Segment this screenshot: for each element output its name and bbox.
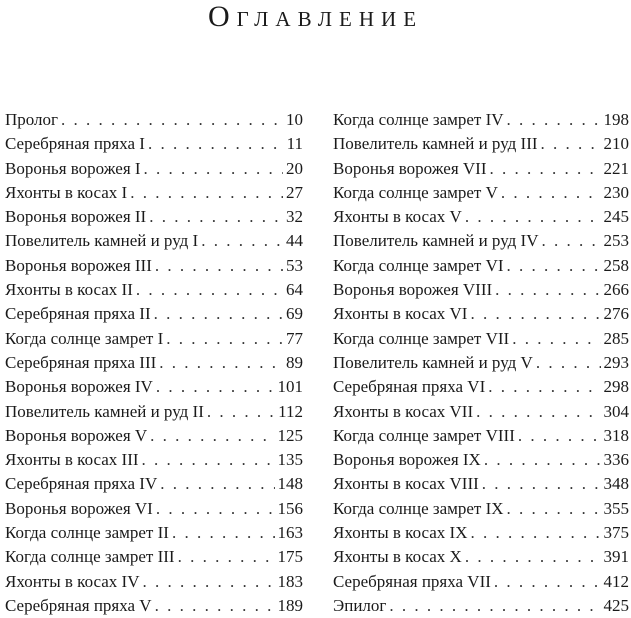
toc-entry-page-number: 183 <box>277 571 303 591</box>
toc-entry-title: Серебряная пряха VI <box>333 377 486 397</box>
dot-leader <box>488 375 600 399</box>
dot-leader <box>155 254 283 278</box>
dot-leader <box>501 181 601 205</box>
page-title: Оглавление <box>207 0 424 33</box>
toc-entry[interactable] <box>333 521 629 545</box>
toc-entry[interactable] <box>333 351 629 375</box>
toc-entry[interactable] <box>5 594 303 618</box>
toc-entry-title: Серебряная пряха II <box>5 304 151 324</box>
toc-entry[interactable] <box>5 302 303 326</box>
toc-entry-page-number: 276 <box>603 304 629 324</box>
toc-entry-page-number: 89 <box>286 352 303 372</box>
dot-leader <box>541 229 600 253</box>
toc-entry[interactable] <box>5 132 303 156</box>
toc-entry-title: Яхонты в косах I <box>5 182 128 202</box>
toc-entry-title: Яхонты в косах VII <box>333 401 474 421</box>
toc-entry-page-number: 245 <box>603 207 629 227</box>
toc-entry[interactable] <box>333 400 629 424</box>
toc-entry-title: Когда солнце замрет II <box>5 523 169 543</box>
toc-entry-page-number: 221 <box>603 158 629 178</box>
toc-entry-title: Когда солнце замрет IX <box>333 498 504 518</box>
dot-leader <box>156 375 275 399</box>
dot-leader <box>150 424 274 448</box>
dot-leader <box>518 424 601 448</box>
toc-entry-page-number: 148 <box>277 474 303 494</box>
dot-leader <box>207 400 275 424</box>
toc-entry-page-number: 375 <box>603 523 629 543</box>
toc-entry-title: Яхонты в косах III <box>5 450 139 470</box>
dot-leader <box>155 594 275 618</box>
dot-leader <box>512 327 600 351</box>
toc-entry-page-number: 318 <box>603 425 629 445</box>
toc-entry-page-number: 175 <box>277 547 303 567</box>
toc-entry[interactable] <box>5 327 303 351</box>
toc-entry-title: Повелитель камней и руд I <box>5 231 199 251</box>
toc-entry-title: Воронья ворожея VI <box>5 498 153 518</box>
toc-entry[interactable] <box>5 351 303 375</box>
toc-entry-page-number: 298 <box>603 377 629 397</box>
toc-entry-page-number: 253 <box>603 231 629 251</box>
toc-entry[interactable] <box>5 448 303 472</box>
toc-entry-page-number: 210 <box>603 134 629 154</box>
toc-entry-title: Яхонты в косах IV <box>5 571 140 591</box>
toc-entry-page-number: 20 <box>286 158 303 178</box>
toc-entry[interactable] <box>333 254 629 278</box>
dot-leader <box>148 132 284 156</box>
toc-entry-page-number: 230 <box>603 182 629 202</box>
toc-entry-title: Серебряная пряха IV <box>5 474 158 494</box>
dot-leader <box>465 545 601 569</box>
toc-entry-title: Когда солнце замрет VII <box>333 328 510 348</box>
toc-entry-title: Серебряная пряха I <box>5 134 145 154</box>
toc-entry-page-number: 336 <box>603 450 629 470</box>
toc-entry[interactable] <box>333 181 629 205</box>
toc-entry-page-number: 198 <box>603 110 629 129</box>
dot-leader <box>201 229 283 253</box>
toc-entry-title: Яхонты в косах VIII <box>333 474 479 494</box>
toc-entry-title: Воронья ворожея VII <box>333 158 487 178</box>
dot-leader <box>494 570 601 594</box>
toc-entry[interactable] <box>5 545 303 569</box>
dot-leader <box>130 181 283 205</box>
dot-leader <box>156 497 275 521</box>
toc-entry-page-number: 293 <box>603 352 629 372</box>
toc-entry-page-number: 112 <box>278 401 303 421</box>
toc-entry[interactable] <box>333 157 629 181</box>
toc-entry[interactable] <box>333 132 629 156</box>
toc-entry-title: Когда солнце замрет VI <box>333 255 504 275</box>
toc-entry[interactable] <box>333 497 629 521</box>
toc-entry-title: Повелитель камней и руд II <box>5 401 204 421</box>
toc-entry[interactable] <box>5 424 303 448</box>
toc-entry-title: Воронья ворожея IV <box>5 377 153 397</box>
dot-leader <box>160 472 274 496</box>
dot-leader <box>470 302 600 326</box>
dot-leader <box>61 108 283 132</box>
toc-entry-title: Воронья ворожея IX <box>333 450 481 470</box>
toc-entry-title: Воронья ворожея VIII <box>333 280 493 300</box>
toc-entry[interactable] <box>333 375 629 399</box>
toc-entry-page-number: 189 <box>277 595 303 615</box>
dot-leader <box>484 448 601 472</box>
toc-entry-page-number: 27 <box>286 182 303 202</box>
toc-entry-page-number: 304 <box>603 401 629 421</box>
toc-entry-title: Эпилог <box>333 595 387 615</box>
toc-entry-title: Когда солнце замрет IV <box>333 110 504 129</box>
toc-entry[interactable] <box>5 254 303 278</box>
toc-entry-title: Когда солнце замрет V <box>333 182 498 202</box>
toc-entry-title: Яхонты в косах X <box>333 547 462 567</box>
toc-entry[interactable] <box>5 278 303 302</box>
toc-column-right <box>333 108 629 618</box>
dot-leader <box>470 521 600 545</box>
dot-leader <box>178 545 275 569</box>
toc-entry-title: Яхонты в косах V <box>333 207 462 227</box>
toc-entry[interactable] <box>5 181 303 205</box>
toc-entry-page-number: 64 <box>286 280 303 300</box>
toc-entry-page-number: 69 <box>286 304 303 324</box>
dot-leader <box>482 472 601 496</box>
dot-leader <box>142 448 275 472</box>
toc-entry[interactable] <box>5 521 303 545</box>
toc-entry-page-number: 44 <box>286 231 303 251</box>
toc-entry-title: Повелитель камней и руд III <box>333 134 538 154</box>
dot-leader <box>489 157 600 181</box>
dot-leader <box>389 594 600 618</box>
toc-entry[interactable] <box>333 302 629 326</box>
toc-entry-page-number: 53 <box>286 255 303 275</box>
toc-entry-title: Когда солнце замрет VIII <box>333 425 515 445</box>
dot-leader <box>144 157 283 181</box>
toc-entry[interactable] <box>333 594 629 618</box>
toc-entry[interactable] <box>333 448 629 472</box>
toc-entry[interactable] <box>333 472 629 496</box>
toc-entry-page-number: 391 <box>603 547 629 567</box>
toc-entry[interactable] <box>333 570 629 594</box>
toc-entry[interactable] <box>5 157 303 181</box>
toc-entry-title: Когда солнце замрет I <box>5 328 164 348</box>
toc-entry-title: Повелитель камней и руд IV <box>333 231 539 251</box>
toc-entry-page-number: 156 <box>277 498 303 518</box>
dot-leader <box>476 400 600 424</box>
toc-entry-page-number: 11 <box>286 134 303 154</box>
toc-entry-page-number: 425 <box>603 595 629 615</box>
toc-entry[interactable] <box>5 205 303 229</box>
toc-entry-title: Серебряная пряха VII <box>333 571 491 591</box>
dot-leader <box>159 351 283 375</box>
toc-entry[interactable] <box>5 108 303 132</box>
toc-entry[interactable] <box>333 327 629 351</box>
toc-entry-page-number: 348 <box>603 474 629 494</box>
toc-entry[interactable] <box>5 400 303 424</box>
toc-entry-page-number: 32 <box>286 207 303 227</box>
toc-entry-title: Яхонты в косах VI <box>333 304 468 324</box>
toc-entry-page-number: 285 <box>603 328 629 348</box>
toc-entry-title: Серебряная пряха V <box>5 595 152 615</box>
dot-leader <box>166 327 283 351</box>
toc-entry-title: Воронья ворожея V <box>5 425 148 445</box>
dot-leader <box>507 497 601 521</box>
toc-entry[interactable] <box>333 545 629 569</box>
toc-entry-page-number: 77 <box>286 328 303 348</box>
toc-entry-page-number: 125 <box>277 425 303 445</box>
toc-entry-title: Когда солнце замрет III <box>5 547 175 567</box>
toc-entry-title: Пролог <box>5 110 59 129</box>
toc-entry-title: Яхонты в косах II <box>5 280 133 300</box>
dot-leader <box>536 351 601 375</box>
toc-entry-title: Яхонты в косах IX <box>333 523 468 543</box>
toc-entry-title: Воронья ворожея I <box>5 158 141 178</box>
toc-entry[interactable] <box>333 205 629 229</box>
toc-entry[interactable] <box>5 472 303 496</box>
dot-leader <box>172 521 275 545</box>
toc-column-left <box>5 108 303 618</box>
dot-leader <box>541 132 601 156</box>
toc-entry[interactable] <box>333 424 629 448</box>
dot-leader <box>142 570 274 594</box>
toc-entry-title: Воронья ворожея III <box>5 255 152 275</box>
toc-entry-title: Серебряная пряха III <box>5 352 157 372</box>
toc-entry-page-number: 101 <box>277 377 303 397</box>
toc-entry-page-number: 10 <box>286 110 303 129</box>
dot-leader <box>507 254 601 278</box>
dot-leader <box>465 205 601 229</box>
toc-entry[interactable] <box>333 229 629 253</box>
toc-entry[interactable] <box>333 278 629 302</box>
toc-entry-page-number: 266 <box>603 280 629 300</box>
dot-leader <box>154 302 283 326</box>
toc-entry-page-number: 135 <box>277 450 303 470</box>
dot-leader <box>495 278 600 302</box>
toc-entry[interactable] <box>5 375 303 399</box>
toc-entry-page-number: 258 <box>603 255 629 275</box>
dot-leader <box>149 205 283 229</box>
dot-leader <box>507 108 601 132</box>
toc-entry-page-number: 163 <box>277 523 303 543</box>
toc-entry-title: Повелитель камней и руд V <box>333 352 533 372</box>
dot-leader <box>136 278 283 302</box>
toc-entry[interactable] <box>5 497 303 521</box>
toc-entry[interactable] <box>5 229 303 253</box>
toc-entry[interactable] <box>5 570 303 594</box>
toc-entry-page-number: 412 <box>603 571 629 591</box>
toc-entry[interactable] <box>333 108 629 132</box>
toc-entry-title: Воронья ворожея II <box>5 207 147 227</box>
toc-entry-page-number: 355 <box>603 498 629 518</box>
